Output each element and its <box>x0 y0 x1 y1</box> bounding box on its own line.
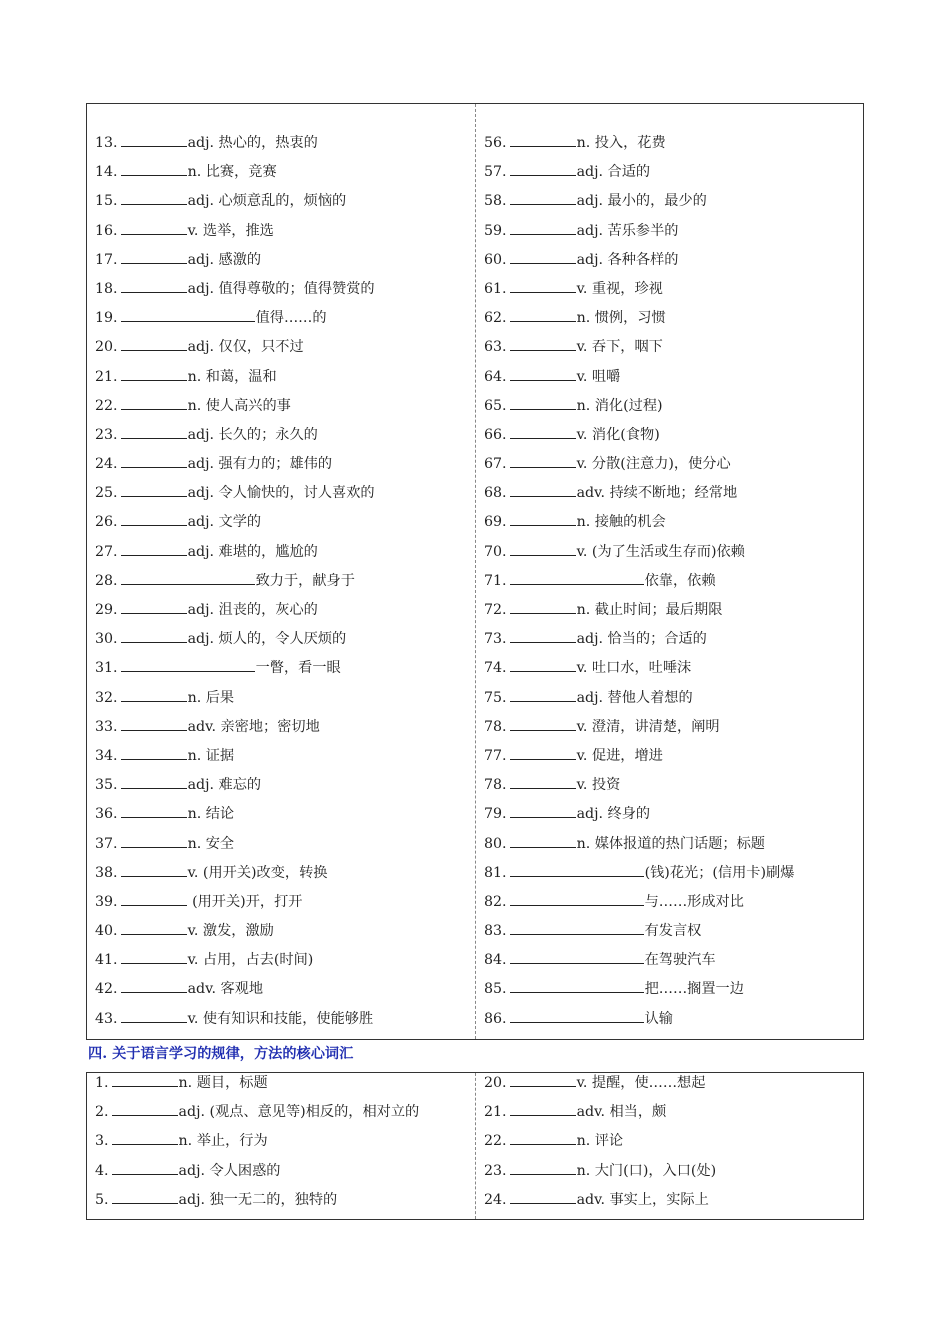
item-number: 24. <box>484 1191 507 1208</box>
answer-blank[interactable] <box>121 366 187 381</box>
item-number: 59. <box>484 222 507 239</box>
vocab-item <box>95 771 470 800</box>
vocab-item <box>484 888 859 917</box>
item-definition: v. 投资 <box>576 777 621 794</box>
item-number: 25. <box>95 485 118 502</box>
answer-blank[interactable] <box>510 774 576 789</box>
item-number: 39. <box>95 893 118 910</box>
item-number: 74. <box>484 660 507 677</box>
vocab-item <box>484 333 859 362</box>
vocab-item <box>95 1005 470 1034</box>
vocab-item <box>95 1098 470 1127</box>
item-number: 36. <box>95 806 118 823</box>
item-number: 28. <box>95 572 118 589</box>
vocab-column-left <box>95 129 470 1034</box>
vocab-item <box>95 567 470 596</box>
answer-blank[interactable] <box>121 745 187 760</box>
vocab-item <box>484 771 859 800</box>
answer-blank[interactable] <box>510 424 576 439</box>
item-number: 23. <box>95 426 118 443</box>
item-definition: v. 促进，增进 <box>576 747 663 764</box>
item-definition: v. 提醒，使……想起 <box>576 1075 706 1091</box>
item-number: 65. <box>484 397 507 414</box>
answer-blank[interactable] <box>121 716 187 731</box>
vocab-item <box>484 800 859 829</box>
item-number: 41. <box>95 952 118 969</box>
answer-blank[interactable] <box>121 336 187 351</box>
vocab-item <box>95 363 470 392</box>
answer-blank[interactable] <box>121 803 187 818</box>
item-definition: v. 吞下，咽下 <box>576 339 663 356</box>
answer-blank[interactable] <box>510 541 576 556</box>
vocab-item <box>95 830 470 859</box>
vocab-item <box>95 333 470 362</box>
item-number: 67. <box>484 456 507 473</box>
item-definition: adj. 难忘的 <box>187 777 262 794</box>
vocab-item <box>484 1069 859 1098</box>
item-definition: n. 惯例，习惯 <box>576 310 666 327</box>
answer-blank[interactable] <box>112 1101 178 1116</box>
vocab-item <box>484 392 859 421</box>
answer-blank[interactable] <box>121 424 187 439</box>
item-number: 32. <box>95 689 118 706</box>
answer-blank[interactable] <box>121 891 187 906</box>
item-definition: n. 截止时间；最后期限 <box>576 602 723 618</box>
answer-blank[interactable] <box>510 978 644 993</box>
item-number: 77. <box>484 747 507 764</box>
answer-blank[interactable] <box>510 161 576 176</box>
vocab-item <box>95 158 470 187</box>
item-number: 40. <box>95 923 118 940</box>
vocab-item <box>95 275 470 304</box>
item-definition: v. 澄清，讲清楚，阐明 <box>576 718 720 735</box>
item-number: 1. <box>95 1075 109 1091</box>
item-definition: 有发言权 <box>644 923 702 940</box>
item-definition: 一瞥，看一眼 <box>255 660 341 677</box>
answer-blank[interactable] <box>510 716 576 731</box>
answer-blank[interactable] <box>510 453 576 468</box>
item-definition: 依靠，依赖 <box>644 572 716 589</box>
answer-blank[interactable] <box>121 774 187 789</box>
item-definition: adj. 心烦意乱的，烦恼的 <box>187 193 347 210</box>
item-number: 71. <box>484 572 507 589</box>
vocab-item <box>95 1069 470 1098</box>
vocab-item <box>484 654 859 683</box>
item-definition: n. 比赛，竞赛 <box>187 164 277 181</box>
vocab-item <box>484 187 859 216</box>
item-number: 62. <box>484 310 507 327</box>
vocab-item <box>484 304 859 333</box>
item-number: 19. <box>95 310 118 327</box>
answer-blank[interactable] <box>121 220 187 235</box>
answer-blank[interactable] <box>510 1130 576 1145</box>
item-definition: adj. 终身的 <box>576 806 651 823</box>
vocab-item <box>95 450 470 479</box>
item-definition: adv. 事实上，实际上 <box>576 1191 709 1208</box>
vocab-item <box>95 625 470 654</box>
item-number: 79. <box>484 806 507 823</box>
answer-blank[interactable] <box>510 599 576 614</box>
item-number: 2. <box>95 1104 109 1121</box>
section-title: 四. 关于语言学习的规律，方法的核心词汇 <box>88 1046 354 1062</box>
vocab-item <box>484 830 859 859</box>
item-number: 63. <box>484 339 507 356</box>
vocab-item <box>484 217 859 246</box>
item-definition: n. 评论 <box>576 1133 624 1150</box>
item-number: 13. <box>95 135 118 151</box>
item-number: 68. <box>484 485 507 502</box>
item-number: 20. <box>95 339 118 356</box>
vocab-item <box>95 392 470 421</box>
vocab-item <box>484 1157 859 1186</box>
answer-blank[interactable] <box>121 453 187 468</box>
item-definition: adv. 相当，颇 <box>576 1104 667 1121</box>
answer-blank[interactable] <box>121 687 187 702</box>
answer-blank[interactable] <box>510 1160 576 1175</box>
item-definition: v. 重视，珍视 <box>576 280 663 297</box>
vocab-item <box>484 596 859 625</box>
answer-blank[interactable] <box>121 190 187 205</box>
item-number: 66. <box>484 426 507 443</box>
vocab-item <box>95 800 470 829</box>
item-definition: v. 占用，占去(时间) <box>187 952 314 969</box>
answer-blank[interactable] <box>121 949 187 964</box>
item-definition: v. 分散(注意力)，使分心 <box>576 456 731 473</box>
item-number: 57. <box>484 164 507 181</box>
answer-blank[interactable] <box>510 395 576 410</box>
item-number: 86. <box>484 1010 507 1027</box>
item-number: 22. <box>95 397 118 414</box>
item-definition: v. 使有知识和技能，使能够胜 <box>187 1010 374 1027</box>
vocab-item <box>484 713 859 742</box>
item-number: 18. <box>95 280 118 297</box>
item-definition: v. 消化(食物) <box>576 426 660 443</box>
item-definition: adj. 各种各样的 <box>576 251 679 268</box>
vocab-item <box>484 1186 859 1215</box>
vocab-item <box>95 304 470 333</box>
item-number: 78. <box>484 718 507 735</box>
item-number: 82. <box>484 893 507 910</box>
vocab-item <box>95 742 470 771</box>
answer-blank[interactable] <box>510 1008 644 1023</box>
answer-blank[interactable] <box>510 862 644 877</box>
answer-blank[interactable] <box>510 687 576 702</box>
answer-blank[interactable] <box>121 482 187 497</box>
item-definition: adv. 亲密地；密切地 <box>187 718 320 735</box>
answer-blank[interactable] <box>121 599 187 614</box>
answer-blank[interactable] <box>121 657 255 672</box>
vocab-item <box>484 1098 859 1127</box>
vocab-table-2 <box>86 1072 864 1220</box>
item-definition: 认输 <box>644 1010 673 1027</box>
vocab-item <box>484 246 859 275</box>
vocab-item <box>484 479 859 508</box>
answer-blank[interactable] <box>121 920 187 935</box>
answer-blank[interactable] <box>510 1189 576 1204</box>
item-number: 80. <box>484 835 507 852</box>
vocab-item <box>95 888 470 917</box>
item-definition: adj. 烦人的，令人厌烦的 <box>187 631 347 648</box>
item-definition: adj. 值得尊敬的；值得赞赏的 <box>187 280 375 297</box>
item-definition: adj. 沮丧的，灰心的 <box>187 602 318 618</box>
item-number: 72. <box>484 602 507 618</box>
item-number: 3. <box>95 1133 109 1150</box>
answer-blank[interactable] <box>121 395 187 410</box>
item-definition: 致力于，献身于 <box>255 572 355 589</box>
answer-blank[interactable] <box>510 628 576 643</box>
answer-blank[interactable] <box>510 657 576 672</box>
vocab-item <box>484 129 859 158</box>
item-number: 84. <box>484 952 507 969</box>
item-number: 31. <box>95 660 118 677</box>
item-number: 56. <box>484 135 507 151</box>
answer-blank[interactable] <box>510 482 576 497</box>
item-definition: v. (为了生活或生存而)依赖 <box>576 543 745 560</box>
answer-blank[interactable] <box>510 278 576 293</box>
vocab-column-right <box>484 129 859 1034</box>
vocab-item <box>484 450 859 479</box>
vocab-item <box>484 567 859 596</box>
item-definition: n. 结论 <box>187 806 235 823</box>
item-definition: n. 媒体报道的热门话题；标题 <box>576 835 765 852</box>
answer-blank[interactable] <box>112 1189 178 1204</box>
item-definition: 值得……的 <box>255 310 327 327</box>
answer-blank[interactable] <box>510 190 576 205</box>
item-number: 42. <box>95 981 118 998</box>
answer-blank[interactable] <box>510 307 576 322</box>
vocab-item <box>95 713 470 742</box>
vocab-column-right <box>484 1069 859 1215</box>
vocab-item <box>484 975 859 1004</box>
vocab-item <box>484 1127 859 1156</box>
answer-blank[interactable] <box>121 541 187 556</box>
answer-blank[interactable] <box>510 745 576 760</box>
vocab-item <box>484 946 859 975</box>
item-number: 16. <box>95 222 118 239</box>
vocab-column-left <box>95 1069 470 1215</box>
vocab-item <box>95 421 470 450</box>
vocab-item <box>95 187 470 216</box>
item-definition: adv. 客观地 <box>187 981 264 998</box>
item-definition: v. 咀嚼 <box>576 368 621 385</box>
item-definition: n. 投入，花费 <box>576 135 666 151</box>
item-definition: adj. 令人困惑的 <box>178 1162 281 1179</box>
item-definition: n. 大门(口)，入口(处) <box>576 1162 717 1179</box>
item-number: 21. <box>484 1104 507 1121</box>
item-definition: 在驾驶汽车 <box>644 952 716 969</box>
vocab-item <box>95 654 470 683</box>
item-number: 24. <box>95 456 118 473</box>
vocab-item <box>95 246 470 275</box>
item-number: 29. <box>95 602 118 618</box>
item-number: 20. <box>484 1075 507 1091</box>
item-number: 4. <box>95 1162 109 1179</box>
answer-blank[interactable] <box>510 511 576 526</box>
answer-blank[interactable] <box>510 570 644 585</box>
item-number: 21. <box>95 368 118 385</box>
item-number: 14. <box>95 164 118 181</box>
answer-blank[interactable] <box>510 1072 576 1087</box>
answer-blank[interactable] <box>121 307 255 322</box>
item-definition: adj. 独一无二的，独特的 <box>178 1191 338 1208</box>
answer-blank[interactable] <box>510 220 576 235</box>
answer-blank[interactable] <box>121 833 187 848</box>
answer-blank[interactable] <box>510 1101 576 1116</box>
item-definition: adj. 仅仅，只不过 <box>187 339 304 356</box>
vocab-item <box>95 129 470 158</box>
answer-blank[interactable] <box>121 278 187 293</box>
vocab-table-1 <box>86 103 864 1040</box>
item-number: 27. <box>95 543 118 560</box>
item-definition: n. 后果 <box>187 689 235 706</box>
item-definition: v. 吐口水，吐唾沫 <box>576 660 692 677</box>
vocab-item <box>95 859 470 888</box>
item-definition: adj. 热心的，热衷的 <box>187 135 318 151</box>
vocab-item <box>484 421 859 450</box>
item-definition: 与……形成对比 <box>644 893 744 910</box>
answer-blank[interactable] <box>121 862 187 877</box>
item-definition: (钱)花光；(信用卡)刷爆 <box>644 864 795 881</box>
answer-blank[interactable] <box>510 891 644 906</box>
vocab-item <box>95 1127 470 1156</box>
item-definition: adv. 持续不断地；经常地 <box>576 485 738 502</box>
item-definition: (用开关)开，打开 <box>187 893 303 910</box>
vocab-item <box>484 684 859 713</box>
vocab-item <box>95 1157 470 1186</box>
item-number: 22. <box>484 1133 507 1150</box>
item-number: 85. <box>484 981 507 998</box>
answer-blank[interactable] <box>112 1130 178 1145</box>
answer-blank[interactable] <box>121 132 187 147</box>
item-number: 33. <box>95 718 118 735</box>
item-number: 73. <box>484 631 507 648</box>
answer-blank[interactable] <box>121 249 187 264</box>
item-definition: adj. 长久的；永久的 <box>187 426 318 443</box>
answer-blank[interactable] <box>510 920 644 935</box>
item-definition: adj. 令人愉快的，讨人喜欢的 <box>187 485 375 502</box>
vocab-item <box>95 946 470 975</box>
item-definition: 把……搁置一边 <box>644 981 744 998</box>
item-number: 64. <box>484 368 507 385</box>
item-number: 37. <box>95 835 118 852</box>
vocab-item <box>484 1005 859 1034</box>
vocab-item <box>484 625 859 654</box>
answer-blank[interactable] <box>510 366 576 381</box>
item-number: 78. <box>484 777 507 794</box>
item-number: 15. <box>95 193 118 210</box>
item-definition: n. 消化(过程) <box>576 397 663 414</box>
vocab-item <box>484 538 859 567</box>
vocab-item <box>484 742 859 771</box>
item-number: 5. <box>95 1191 109 1208</box>
item-definition: n. 安全 <box>187 835 235 852</box>
item-definition: adj. 苦乐参半的 <box>576 222 679 239</box>
item-definition: n. 证据 <box>187 747 235 764</box>
vocab-item <box>95 917 470 946</box>
item-definition: n. 接触的机会 <box>576 514 666 531</box>
vocab-item <box>95 1186 470 1215</box>
item-definition: v. 选举，推选 <box>187 222 274 239</box>
item-number: 23. <box>484 1162 507 1179</box>
item-number: 43. <box>95 1010 118 1027</box>
answer-blank[interactable] <box>121 511 187 526</box>
answer-blank[interactable] <box>510 949 644 964</box>
answer-blank[interactable] <box>121 1008 187 1023</box>
vocab-item <box>484 917 859 946</box>
item-number: 58. <box>484 193 507 210</box>
item-number: 81. <box>484 864 507 881</box>
vocab-item <box>484 158 859 187</box>
answer-blank[interactable] <box>121 570 255 585</box>
vocab-item <box>95 596 470 625</box>
item-definition: n. 使人高兴的事 <box>187 397 291 414</box>
item-definition: v. (用开关)改变，转换 <box>187 864 328 881</box>
item-number: 26. <box>95 514 118 531</box>
item-number: 70. <box>484 543 507 560</box>
vocab-item <box>95 508 470 537</box>
item-number: 38. <box>95 864 118 881</box>
answer-blank[interactable] <box>510 132 576 147</box>
vocab-item <box>484 859 859 888</box>
vocab-item <box>95 479 470 508</box>
item-definition: adj. 感激的 <box>187 251 262 268</box>
item-number: 69. <box>484 514 507 531</box>
item-definition: adj. 最小的，最少的 <box>576 193 707 210</box>
item-number: 60. <box>484 251 507 268</box>
item-definition: adj. 合适的 <box>576 164 651 181</box>
column-divider <box>475 1073 476 1219</box>
answer-blank[interactable] <box>510 803 576 818</box>
item-number: 17. <box>95 251 118 268</box>
item-number: 30. <box>95 631 118 648</box>
item-number: 61. <box>484 280 507 297</box>
item-definition: adj. 难堪的，尴尬的 <box>187 543 318 560</box>
answer-blank[interactable] <box>112 1072 178 1087</box>
item-number: 35. <box>95 777 118 794</box>
answer-blank[interactable] <box>121 628 187 643</box>
vocab-item <box>95 975 470 1004</box>
item-definition: n. 题目，标题 <box>178 1075 268 1091</box>
answer-blank[interactable] <box>510 833 576 848</box>
answer-blank[interactable] <box>510 336 576 351</box>
vocab-item <box>484 508 859 537</box>
answer-blank[interactable] <box>121 161 187 176</box>
column-divider <box>475 104 476 1039</box>
item-definition: adj. 强有力的；雄伟的 <box>187 456 333 473</box>
item-definition: adj. 替他人着想的 <box>576 689 693 706</box>
item-definition: adj. 文学的 <box>187 514 262 531</box>
answer-blank[interactable] <box>112 1160 178 1175</box>
item-definition: n. 举止，行为 <box>178 1133 268 1150</box>
vocab-item <box>484 363 859 392</box>
item-definition: v. 激发，激励 <box>187 923 274 940</box>
item-number: 34. <box>95 747 118 764</box>
vocab-item <box>95 684 470 713</box>
vocab-item <box>95 538 470 567</box>
vocab-item <box>484 275 859 304</box>
item-definition: n. 和蔼，温和 <box>187 368 277 385</box>
vocab-item <box>95 217 470 246</box>
item-number: 75. <box>484 689 507 706</box>
item-number: 83. <box>484 923 507 940</box>
item-definition: adj. (观点、意见等)相反的，相对立的 <box>178 1104 420 1121</box>
item-definition: adj. 恰当的；合适的 <box>576 631 707 648</box>
answer-blank[interactable] <box>121 978 187 993</box>
answer-blank[interactable] <box>510 249 576 264</box>
